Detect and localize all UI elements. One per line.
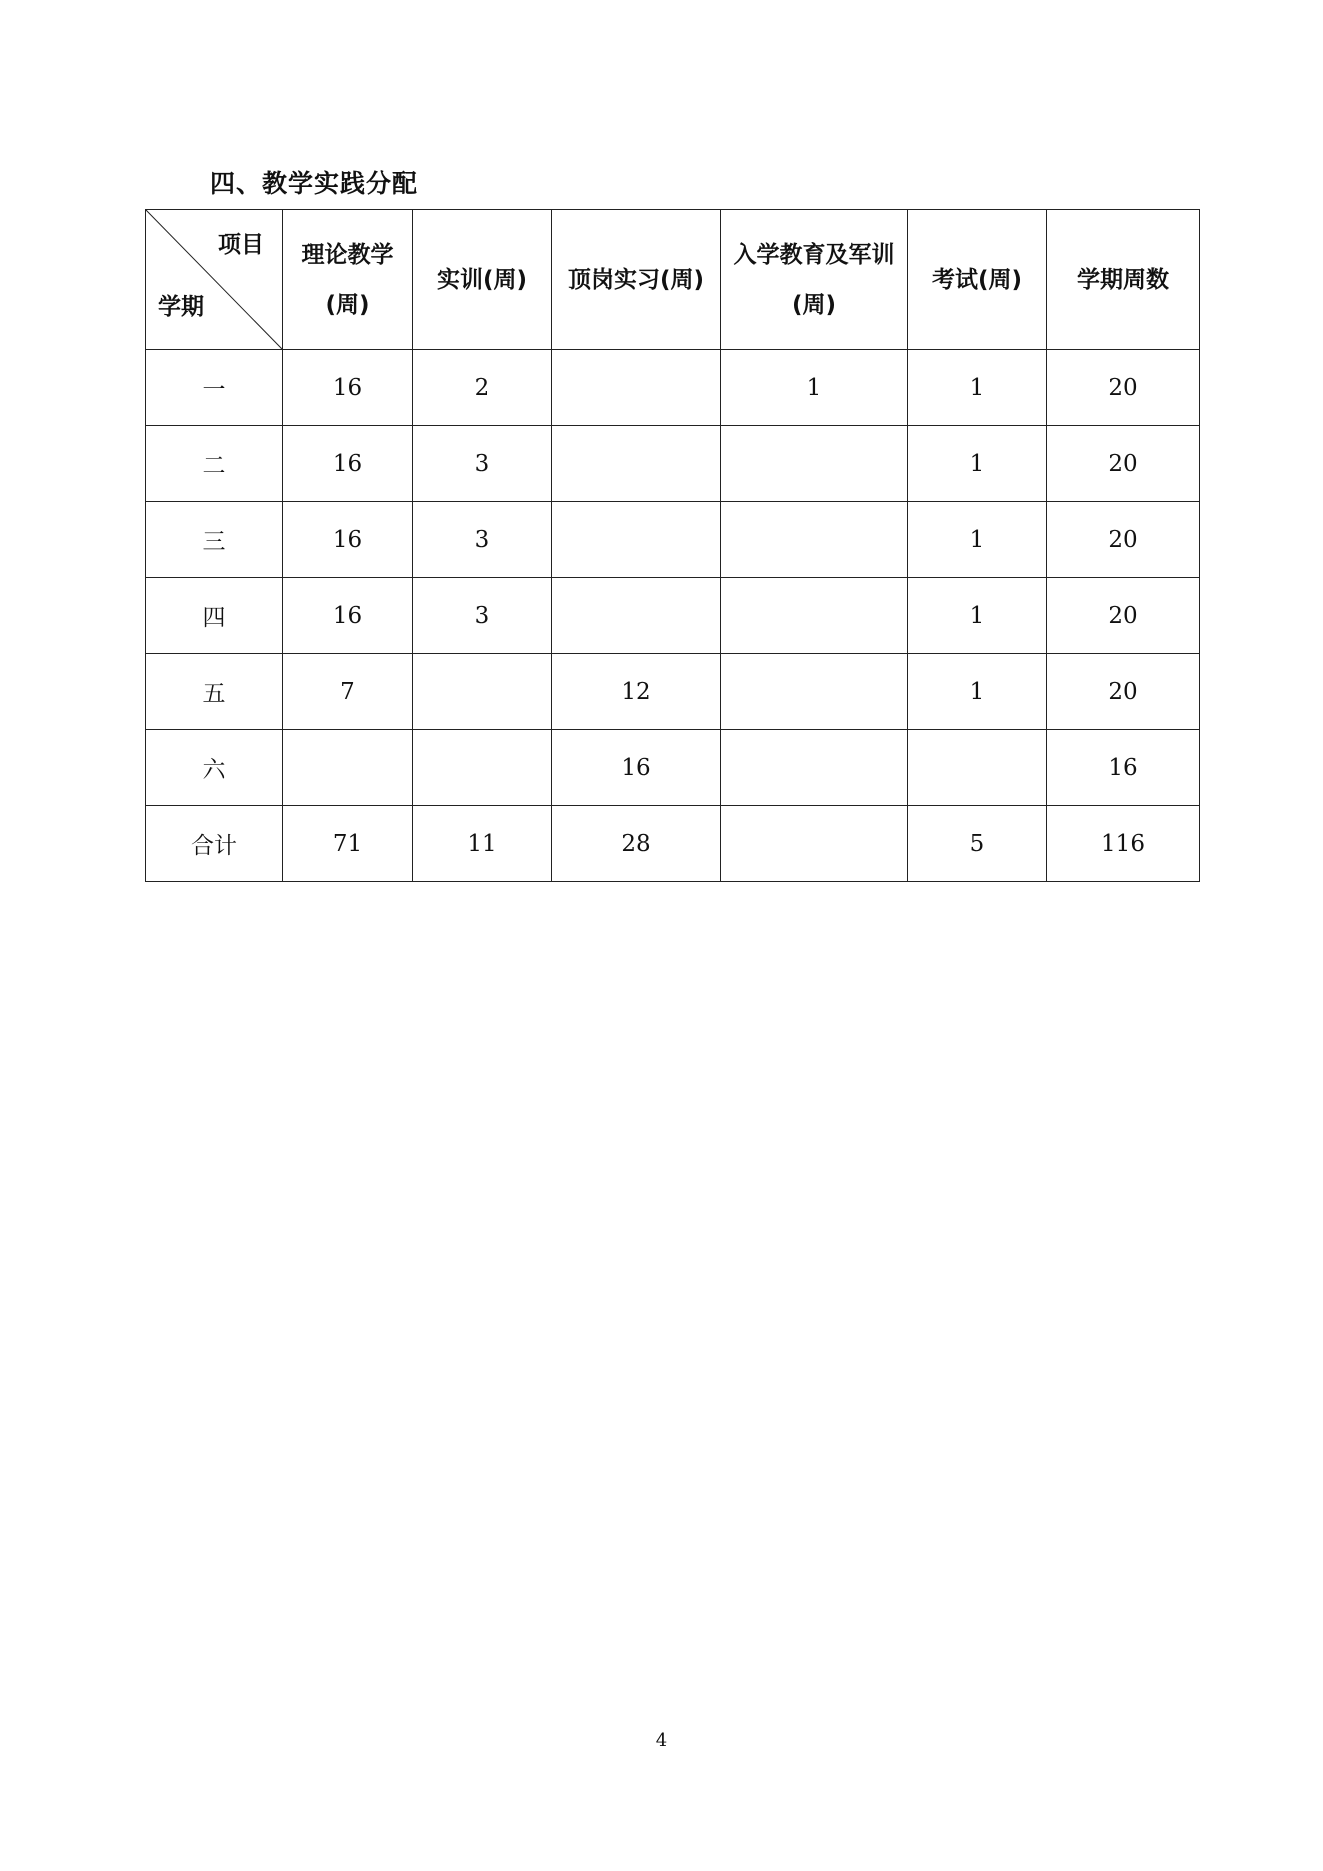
term-cell: 合计	[146, 806, 283, 882]
table-cell	[721, 806, 908, 882]
table-cell: 7	[283, 654, 413, 730]
table-cell: 16	[1047, 730, 1200, 806]
table-cell	[552, 578, 721, 654]
teaching-practice-table	[145, 209, 1200, 882]
table-cell: 20	[1047, 578, 1200, 654]
total-row	[146, 806, 1200, 882]
term-cell: 一	[146, 350, 283, 426]
header-internship: 顶岗实习(周)	[552, 210, 721, 350]
header-orientation: 入学教育及军训(周)	[721, 210, 908, 350]
table-cell	[721, 730, 908, 806]
table-cell	[552, 426, 721, 502]
corner-label-term: 学期	[158, 294, 204, 320]
table-row	[146, 426, 1200, 502]
table-cell: 20	[1047, 426, 1200, 502]
header-training: 实训(周)	[413, 210, 552, 350]
table-cell: 1	[908, 654, 1047, 730]
table-cell	[413, 730, 552, 806]
table-cell	[552, 350, 721, 426]
table-cell: 1	[908, 426, 1047, 502]
corner-label-item: 项目	[218, 232, 264, 258]
table-cell: 16	[552, 730, 721, 806]
table-row	[146, 502, 1200, 578]
table-cell: 1	[908, 502, 1047, 578]
table-cell	[908, 730, 1047, 806]
table-cell	[721, 426, 908, 502]
header-theory: 理论教学(周)	[283, 210, 413, 350]
corner-header-cell	[146, 210, 283, 350]
table-cell	[721, 578, 908, 654]
term-cell: 四	[146, 578, 283, 654]
table-cell: 3	[413, 502, 552, 578]
header-row	[146, 210, 1200, 350]
term-cell: 五	[146, 654, 283, 730]
table-cell: 1	[721, 350, 908, 426]
table-cell: 16	[283, 502, 413, 578]
table-cell: 5	[908, 806, 1047, 882]
table-cell: 1	[908, 578, 1047, 654]
table-cell: 20	[1047, 350, 1200, 426]
table-cell	[283, 730, 413, 806]
table-row	[146, 730, 1200, 806]
table-cell: 11	[413, 806, 552, 882]
table-row	[146, 578, 1200, 654]
table-cell	[552, 502, 721, 578]
table-cell	[413, 654, 552, 730]
table-cell: 12	[552, 654, 721, 730]
table-cell: 28	[552, 806, 721, 882]
term-cell: 二	[146, 426, 283, 502]
table-cell	[721, 502, 908, 578]
table-cell: 116	[1047, 806, 1200, 882]
table-cell: 3	[413, 426, 552, 502]
diagonal-divider	[146, 210, 282, 349]
term-cell: 三	[146, 502, 283, 578]
table-cell: 20	[1047, 502, 1200, 578]
table-cell: 2	[413, 350, 552, 426]
table-cell: 3	[413, 578, 552, 654]
table-cell: 16	[283, 578, 413, 654]
term-cell: 六	[146, 730, 283, 806]
table-cell: 1	[908, 350, 1047, 426]
table-cell: 16	[283, 350, 413, 426]
table-row	[146, 654, 1200, 730]
header-total-weeks: 学期周数	[1047, 210, 1200, 350]
table-cell: 71	[283, 806, 413, 882]
table-row	[146, 350, 1200, 426]
table-cell: 20	[1047, 654, 1200, 730]
table-cell: 16	[283, 426, 413, 502]
table-cell	[721, 654, 908, 730]
section-title: 四、教学实践分配	[210, 169, 419, 198]
page-number: 4	[655, 1730, 668, 1751]
header-exam: 考试(周)	[908, 210, 1047, 350]
